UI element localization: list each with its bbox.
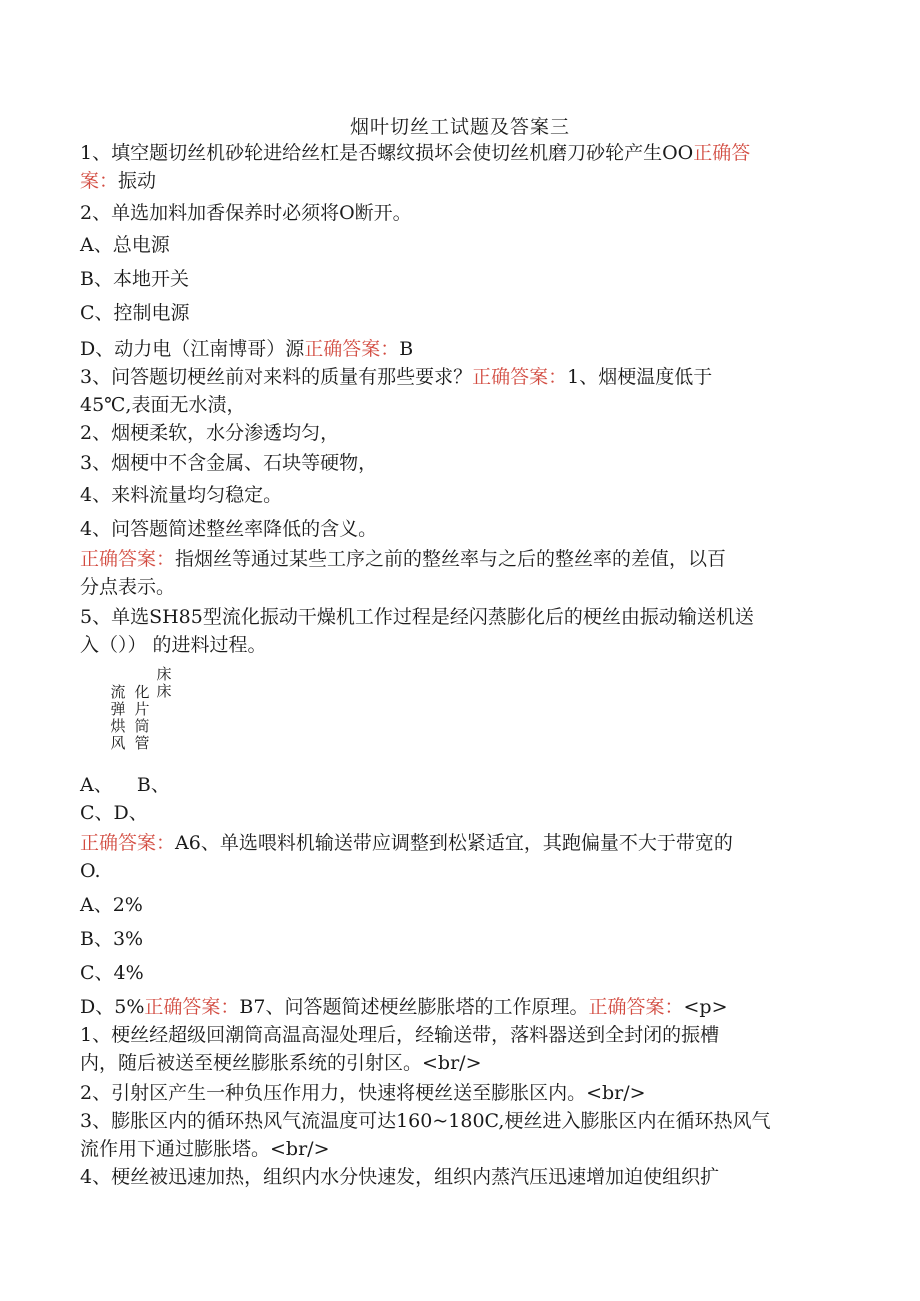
q4-answer: 指烟丝等通过某些工序之前的整丝率与之后的整丝率的差值，以百 xyxy=(175,548,727,570)
q6-option-a: A、2% xyxy=(80,894,143,916)
figure-char: 烘 xyxy=(110,717,126,735)
q7-answer-line: 4、梗丝被迅速加热，组织内水分快速发，组织内蒸汽压迅速增加迫使组织扩 xyxy=(80,1166,720,1188)
q6-answer: B7、问答题简述梗丝膨胀塔的工作原理。 xyxy=(239,996,589,1018)
q5-text-line2: 入（）） 的进料过程。 xyxy=(80,634,267,656)
q3-line1 xyxy=(80,364,850,390)
q4-answer-line xyxy=(80,546,850,572)
q7-answer-line: 3、膨胀区内的循环热风气流温度可达160~180C,梗丝进入膨胀区内在循环热风气 xyxy=(80,1110,771,1132)
figure-char: 化 xyxy=(134,683,150,701)
q4-text: 4、问答题简述整丝率降低的含义。 xyxy=(80,518,378,540)
q5-text-line1: 5、单选SH85型流化振动干燥机工作过程是经闪蒸膨化后的梗丝由振动输送机送 xyxy=(80,606,754,628)
figure-char: 床 xyxy=(156,665,172,683)
figure-char: 流 xyxy=(110,683,126,701)
q6-option-d-line xyxy=(80,994,850,1020)
q2-text: 2、单选加料加香保养时必须将O断开。 xyxy=(80,202,412,224)
q1-text: 1、填空题切丝机砂轮进给丝杠是否螺纹损坏会使切丝机磨刀砂轮产生OO xyxy=(80,142,694,164)
q5-answer: A6、单选喂料机输送带应调整到松紧适宜，其跑偏量不大于带宽的 xyxy=(175,832,733,854)
q1-line2 xyxy=(80,168,850,194)
q2-answer: B xyxy=(399,338,414,360)
figure-char: 床 xyxy=(156,682,172,700)
q4-answer-label: 正确答案： xyxy=(80,548,176,570)
q1-answer: 振动 xyxy=(118,170,157,192)
q5-answer-line xyxy=(80,830,850,856)
q2-option-b: B、本地开关 xyxy=(80,268,189,290)
q3-answer-label: 正确答案： xyxy=(472,366,568,388)
q7-answer-line: 内，随后被送至梗丝膨胀系统的引射区。<br/> xyxy=(80,1052,482,1074)
q4-answer-cont: 分点表示。 xyxy=(80,576,176,598)
figure-char: 筒 xyxy=(134,717,150,735)
q2-option-d-line xyxy=(80,336,850,362)
q3-answer-line: 45℃,表面无水渍， xyxy=(80,394,246,416)
q3-answer-line: 3、烟梗中不含金属、石块等硬物， xyxy=(80,452,378,474)
q6-option-c: C、4% xyxy=(80,962,144,984)
figure-char: 片 xyxy=(134,700,150,718)
figure-char: 管 xyxy=(134,734,150,752)
figure-col-3 xyxy=(156,666,172,700)
q2-option-d: D、动力电（江南博哥）源 xyxy=(80,338,305,360)
q7-answer-label: 正确答案： xyxy=(588,996,684,1018)
q6-option-d: D、5% xyxy=(80,996,145,1018)
q6-answer-label: 正确答案： xyxy=(144,996,240,1018)
q7-answer-line: 2、引射区产生一种负压作用力，快速将梗丝送至膨胀区内。<br/> xyxy=(80,1082,646,1104)
q3-answer-first: 1、烟梗温度低于 xyxy=(567,366,713,388)
q1-answer-label-cont: 案： xyxy=(80,170,119,192)
q5-options-cd: C、D、 xyxy=(80,802,148,824)
q5-options-ab: A、 B、 xyxy=(80,774,170,796)
q5-answer-label: 正确答案： xyxy=(80,832,176,854)
q1-line1 xyxy=(80,140,850,166)
q7-answer-line: 流作用下通过膨胀塔。<br/> xyxy=(80,1138,330,1160)
q2-option-c: C、控制电源 xyxy=(80,302,190,324)
figure-char: 弹 xyxy=(110,700,126,718)
q3-answer-line: 2、烟梗柔软，水分渗透均匀， xyxy=(80,422,340,444)
figure-col-2 xyxy=(134,684,150,752)
q7-answer-start: <p> xyxy=(683,996,728,1018)
document-title: 烟叶切丝工试题及答案三 xyxy=(349,116,570,138)
q3-answer-line: 4、来料流量均匀稳定。 xyxy=(80,484,283,506)
q2-option-a: A、总电源 xyxy=(80,234,170,256)
figure-char: 风 xyxy=(110,734,126,752)
q3-text: 3、问答题切梗丝前对来料的质量有那些要求？ xyxy=(80,366,473,388)
figure-col-1 xyxy=(110,684,126,752)
q2-answer-label: 正确答案： xyxy=(304,338,400,360)
q7-answer-line: 1、梗丝经超级回潮筒高温高湿处理后，经输送带，落料器送到全封闭的振槽 xyxy=(80,1024,720,1046)
q6-option-b: B、3% xyxy=(80,928,144,950)
q5-answer-cont: O. xyxy=(80,860,101,882)
q1-answer-label: 正确答 xyxy=(693,142,751,164)
